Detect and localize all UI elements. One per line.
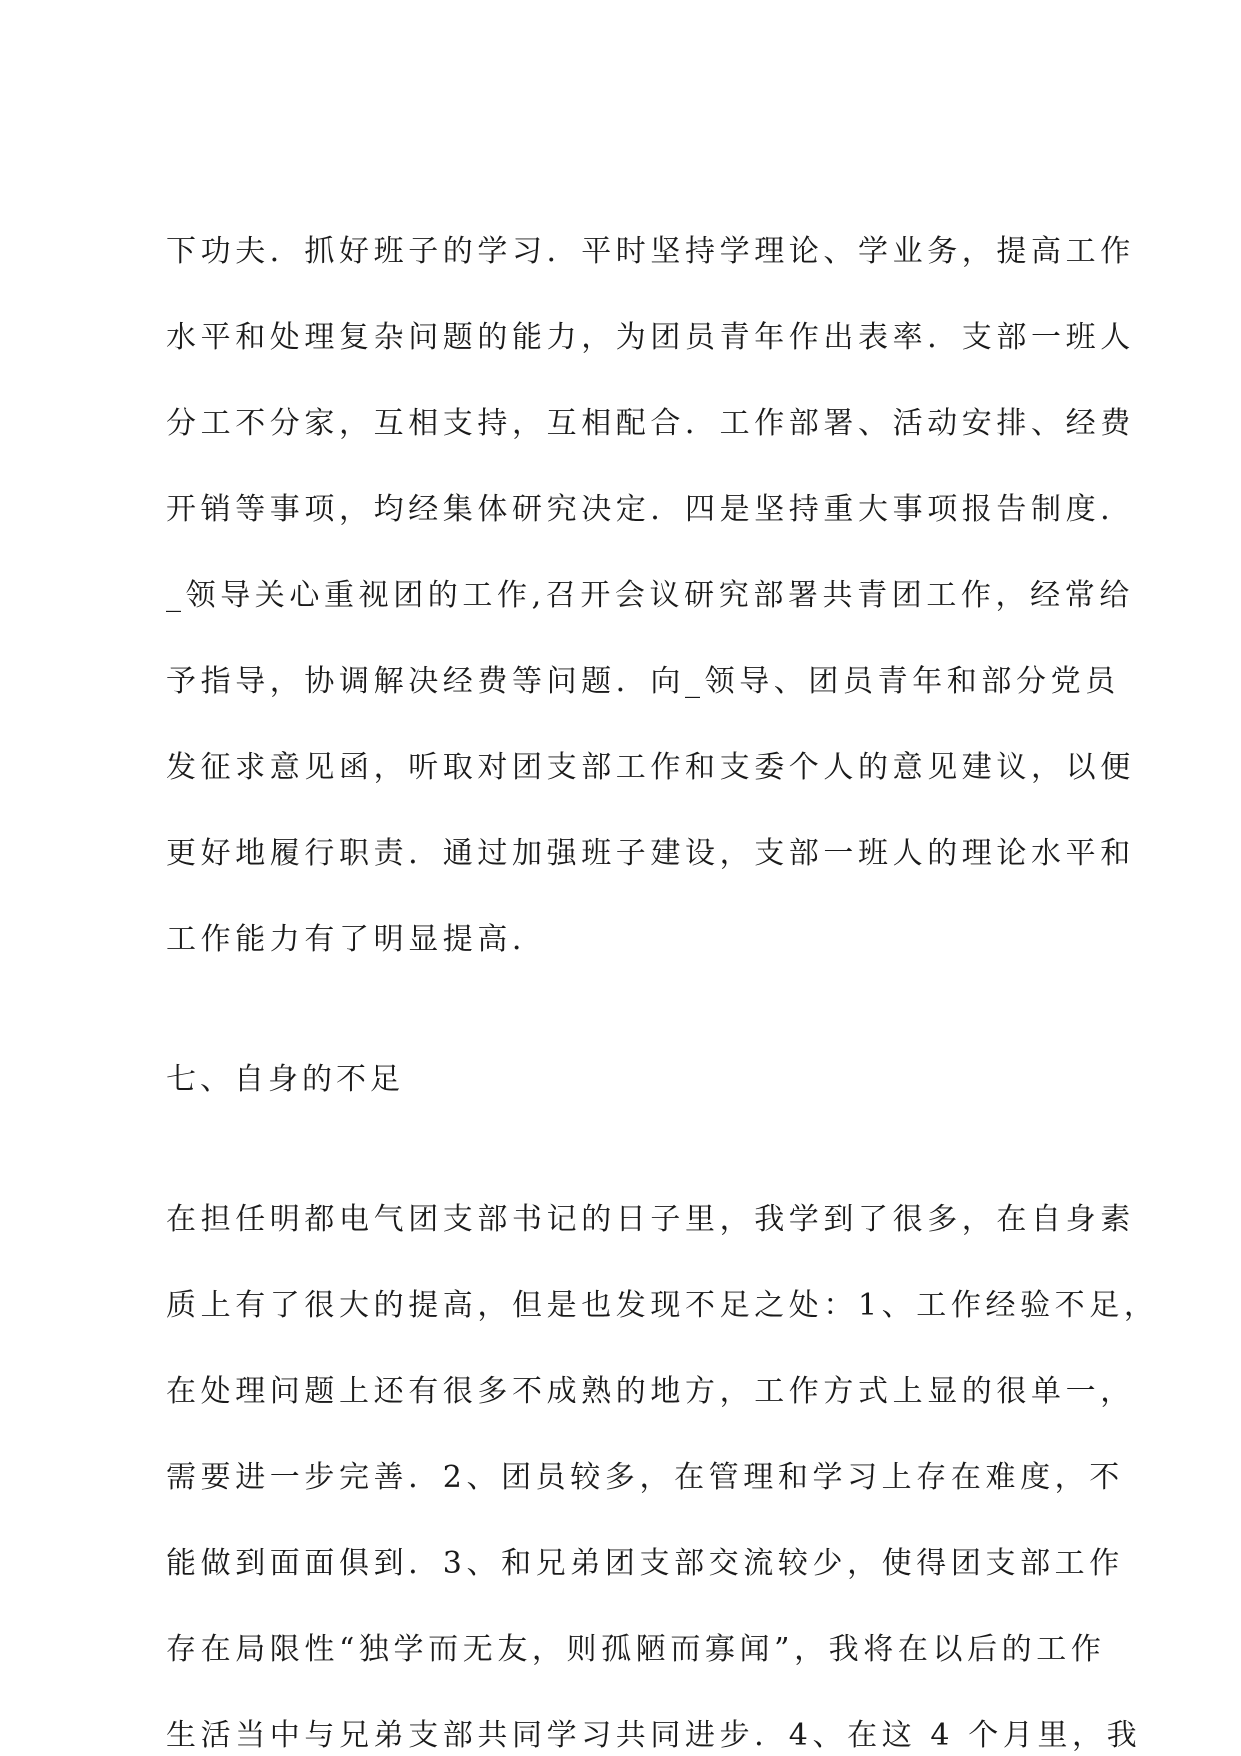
paragraph-1-line-7: 发征求意见函，听取对团支部工作和支委个人的意见建议，以便: [166, 750, 1135, 785]
paragraph-2-line-1: 在担任明都电气团支部书记的日子里，我学到了很多，在自身素: [166, 1202, 1135, 1237]
paragraph-2-line-7: 生活当中与兄弟支部共同学习共同进步．4、在这 4 个月里，我: [166, 1718, 1142, 1753]
paragraph-2-line-5: 能做到面面俱到．3、和兄弟团支部交流较少，使得团支部工作: [166, 1546, 1124, 1581]
paragraph-1-line-5: _领导关心重视团的工作,召开会议研究部署共青团工作，经常给: [166, 578, 1134, 613]
paragraph-1-line-6: 予指导，协调解决经费等问题．向_领导、团员青年和部分党员: [166, 664, 1120, 699]
paragraph-2-line-6: 存在局限性“独学而无友，则孤陋而寡闻”，我将在以后的工作: [166, 1632, 1106, 1667]
paragraph-2-line-2: 质上有了很大的提高，但是也发现不足之处：1、工作经验不足，: [166, 1288, 1159, 1323]
paragraph-1-line-1: 下功夫．抓好班子的学习．平时坚持学理论、学业务，提高工作: [166, 234, 1135, 269]
section-heading: 七、自身的不足: [166, 1062, 404, 1097]
paragraph-2-line-3: 在处理问题上还有很多不成熟的地方，工作方式上显的很单一，: [166, 1374, 1135, 1409]
paragraph-1-line-2: 水平和处理复杂问题的能力，为团员青年作出表率．支部一班人: [166, 320, 1135, 355]
paragraph-1-line-3: 分工不分家，互相支持，互相配合．工作部署、活动安排、经费: [166, 406, 1135, 441]
paragraph-2-line-4: 需要进一步完善．2、团员较多，在管理和学习上存在难度，不: [166, 1460, 1124, 1495]
paragraph-1-line-8: 更好地履行职责．通过加强班子建设，支部一班人的理论水平和: [166, 836, 1135, 871]
paragraph-1-line-4: 开销等事项，均经集体研究决定．四是坚持重大事项报告制度．: [166, 492, 1135, 527]
paragraph-1-line-9: 工作能力有了明显提高．: [166, 922, 547, 957]
